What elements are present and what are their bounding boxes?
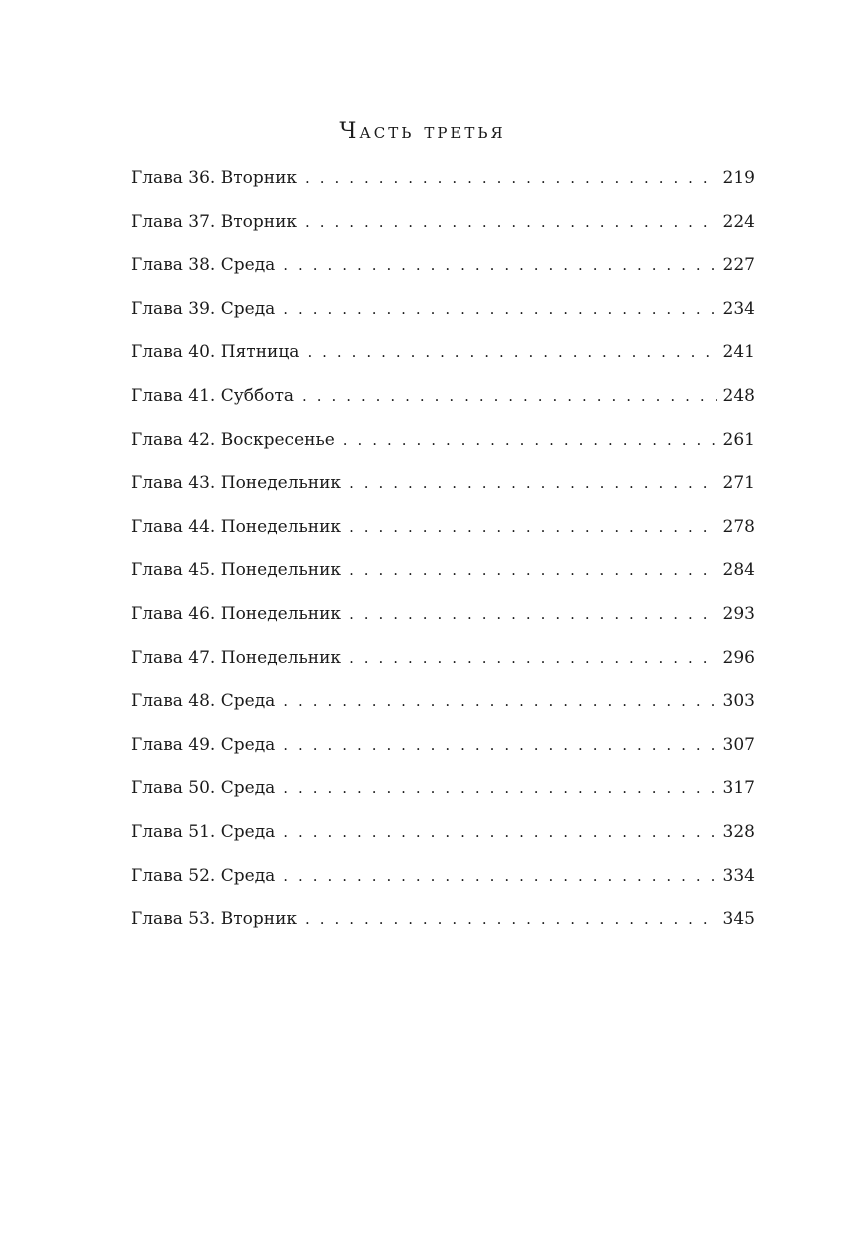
toc-entry bbox=[131, 643, 755, 687]
toc-page-number: 293 bbox=[717, 599, 755, 629]
toc-chapter-label: Глава 44. Понедельник bbox=[131, 516, 342, 537]
table-of-contents bbox=[131, 163, 755, 948]
toc-entry bbox=[131, 904, 755, 948]
toc-dot-leader bbox=[349, 512, 716, 542]
toc-page-number: 345 bbox=[717, 904, 755, 934]
toc-entry bbox=[131, 730, 755, 774]
toc-page-number: 317 bbox=[717, 773, 755, 803]
toc-page-number: 241 bbox=[717, 337, 755, 367]
toc-entry bbox=[131, 381, 755, 425]
toc-chapter-label: Глава 36. Вторник bbox=[131, 168, 298, 188]
toc-dot-leader bbox=[283, 294, 716, 324]
toc-chapter-label: Глава 45. Понедельник bbox=[131, 560, 342, 581]
toc-page-number: 248 bbox=[717, 381, 755, 411]
toc-entry bbox=[131, 337, 755, 381]
toc-chapter-label: Глава 50. Среда bbox=[131, 778, 276, 799]
toc-entry bbox=[131, 163, 755, 207]
toc-dot-leader bbox=[283, 730, 716, 760]
toc-dot-leader bbox=[349, 599, 716, 629]
toc-entry bbox=[131, 207, 755, 251]
toc-chapter-label: Глава 52. Среда bbox=[131, 865, 276, 886]
toc-chapter-label: Глава 47. Понедельник bbox=[131, 647, 342, 668]
toc-dot-leader bbox=[283, 817, 716, 847]
toc-page-number: 234 bbox=[717, 294, 755, 324]
toc-entry bbox=[131, 512, 755, 556]
toc-chapter-label: Глава 38. Среда bbox=[131, 255, 276, 276]
toc-chapter-label: Глава 53. Вторник bbox=[131, 909, 298, 930]
toc-dot-leader bbox=[283, 250, 716, 280]
toc-dot-leader bbox=[283, 773, 716, 803]
toc-dot-leader bbox=[349, 555, 716, 585]
toc-dot-leader bbox=[349, 643, 716, 673]
toc-page-number: 307 bbox=[717, 730, 755, 760]
toc-chapter-label: Глава 46. Понедельник bbox=[131, 603, 342, 624]
toc-page-number: 227 bbox=[717, 250, 755, 280]
toc-entry bbox=[131, 425, 755, 469]
toc-dot-leader bbox=[305, 163, 717, 193]
toc-dot-leader bbox=[302, 381, 717, 411]
toc-entry bbox=[131, 686, 755, 730]
toc-entry bbox=[131, 861, 755, 905]
toc-entry bbox=[131, 555, 755, 599]
toc-page-number: 328 bbox=[717, 817, 755, 847]
toc-page-number: 261 bbox=[717, 425, 755, 455]
toc-chapter-label: Глава 51. Среда bbox=[131, 821, 276, 842]
toc-chapter-label: Глава 40. Пятница bbox=[131, 342, 300, 363]
toc-page-number: 303 bbox=[717, 686, 755, 716]
toc-dot-leader bbox=[283, 861, 716, 891]
toc-page-number: 278 bbox=[717, 512, 755, 542]
toc-dot-leader bbox=[305, 904, 717, 934]
toc-page-number: 284 bbox=[717, 555, 755, 585]
toc-dot-leader bbox=[343, 425, 717, 455]
toc-page-number: 224 bbox=[717, 207, 755, 237]
toc-dot-leader bbox=[305, 207, 717, 237]
toc-entry bbox=[131, 294, 755, 338]
toc-page-number: 296 bbox=[717, 643, 755, 673]
toc-entry bbox=[131, 773, 755, 817]
toc-entry bbox=[131, 468, 755, 512]
part-title: Часть третья bbox=[339, 119, 506, 144]
toc-dot-leader bbox=[349, 468, 716, 498]
toc-dot-leader bbox=[307, 337, 716, 367]
toc-entry bbox=[131, 599, 755, 643]
toc-entry bbox=[131, 250, 755, 294]
toc-chapter-label: Глава 49. Среда bbox=[131, 734, 276, 755]
toc-page-number: 219 bbox=[717, 163, 755, 193]
toc-entry bbox=[131, 817, 755, 861]
toc-chapter-label: Глава 41. Суббота bbox=[131, 385, 294, 406]
toc-chapter-label: Глава 42. Воскресенье bbox=[131, 429, 335, 450]
toc-chapter-label: Глава 37. Вторник bbox=[131, 211, 298, 232]
toc-page-number: 271 bbox=[717, 468, 755, 498]
toc-chapter-label: Глава 43. Понедельник bbox=[131, 473, 342, 494]
toc-dot-leader bbox=[283, 686, 716, 716]
toc-page-number: 334 bbox=[717, 861, 755, 891]
toc-chapter-label: Глава 39. Среда bbox=[131, 298, 276, 319]
toc-chapter-label: Глава 48. Среда bbox=[131, 691, 276, 712]
